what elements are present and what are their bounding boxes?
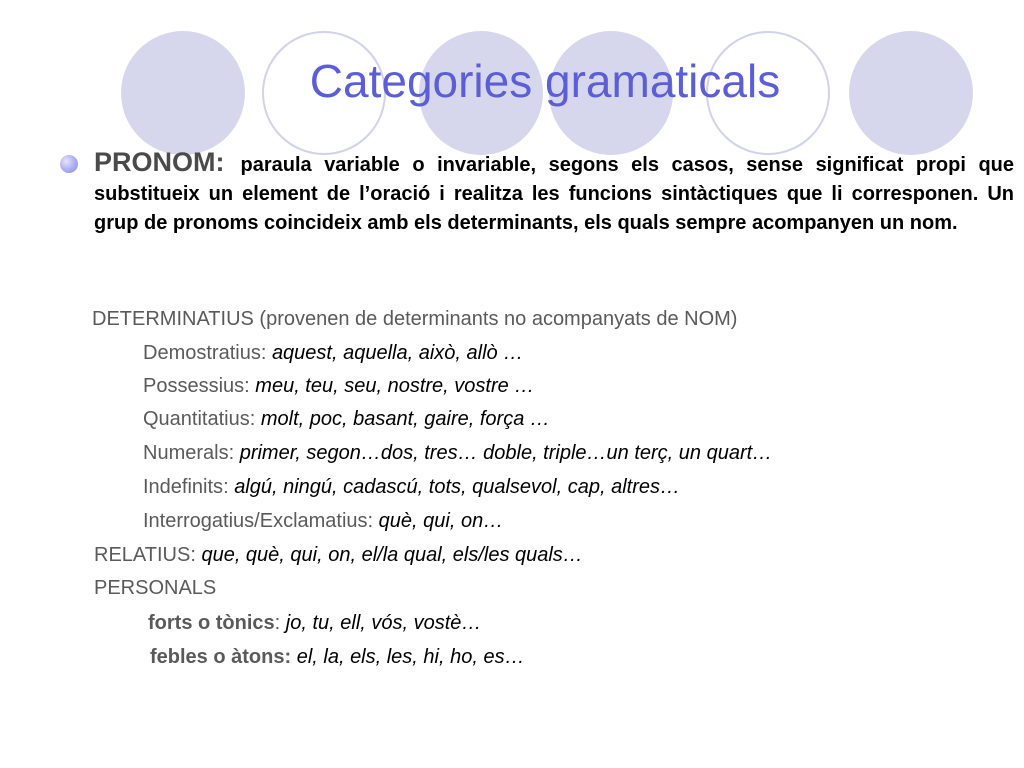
separator: : [244,375,256,397]
subtype-line [143,441,772,465]
separator: : [367,510,379,532]
subtype-line [143,341,523,365]
relatius-examples: que, què, qui, on, el/la qual, els/les quals… [201,544,583,566]
subtype-label: Possessius [143,375,245,397]
slide-title: Categories gramaticals [309,55,781,107]
subtype-line [143,475,680,499]
separator: : [249,408,261,430]
personal-type-examples: el, la, els, les, hi, ho, es… [296,646,525,668]
bullet-heading: PRONOM: [94,147,225,177]
subtype-label: Quantitatius [143,408,250,430]
separator: : [190,544,202,566]
separator: : [228,442,240,464]
personals-label: PERSONALS [94,577,217,599]
subtype-examples: aquest, aquella, això, allò … [271,342,524,364]
personal-type-line [150,645,525,669]
subtype-label: Indefinits [143,476,224,498]
subtype-line [143,407,550,431]
determinatius-note: (provenen de determinants no acompanyats de NOM) [259,308,738,330]
subtype-examples: algú, ningú, cadascú, tots, qualsevol, cap, altres… [234,476,680,498]
relatius-label: RELATIUS [94,544,191,566]
separator: : [260,342,272,364]
personal-type-label: forts o tònics [148,612,275,634]
subtype-label: Interrogatius/Exclamatius [143,510,368,532]
subtype-line [143,509,503,533]
personal-type-examples: jo, tu, ell, vós, vostè… [285,612,482,634]
personals-line [94,576,216,600]
subtype-examples: primer, segon…dos, tres… doble, triple…un terç, un quart… [239,442,773,464]
subtype-examples: molt, poc, basant, gaire, força … [260,408,550,430]
definition-paragraph [94,148,1014,238]
personal-type-line [148,611,481,635]
determinatius-label: DETERMINATIUS [92,308,254,330]
subtype-label: Numerals [143,442,229,464]
definition-text: paraula variable o invariable, segons els casos, sense significat propi que substitueix un element de l’oració i realitza les funcions sintàctiques que li corresponen. Un grup de pronoms coincideix amb els determinants, els quals sempre acompanyen un nom. [94,154,1014,234]
relatius-line [94,543,583,567]
bullet-icon [60,155,78,173]
separator: : [274,612,286,634]
separator: : [223,476,235,498]
subtype-examples: meu, teu, seu, nostre, vostre … [255,375,535,397]
personal-type-label: febles o àtons: [150,646,292,668]
subtype-examples: què, qui, on… [378,510,504,532]
determinatius-line [92,307,737,331]
subtype-label: Demostratius [143,342,261,364]
subtype-line [143,374,534,398]
